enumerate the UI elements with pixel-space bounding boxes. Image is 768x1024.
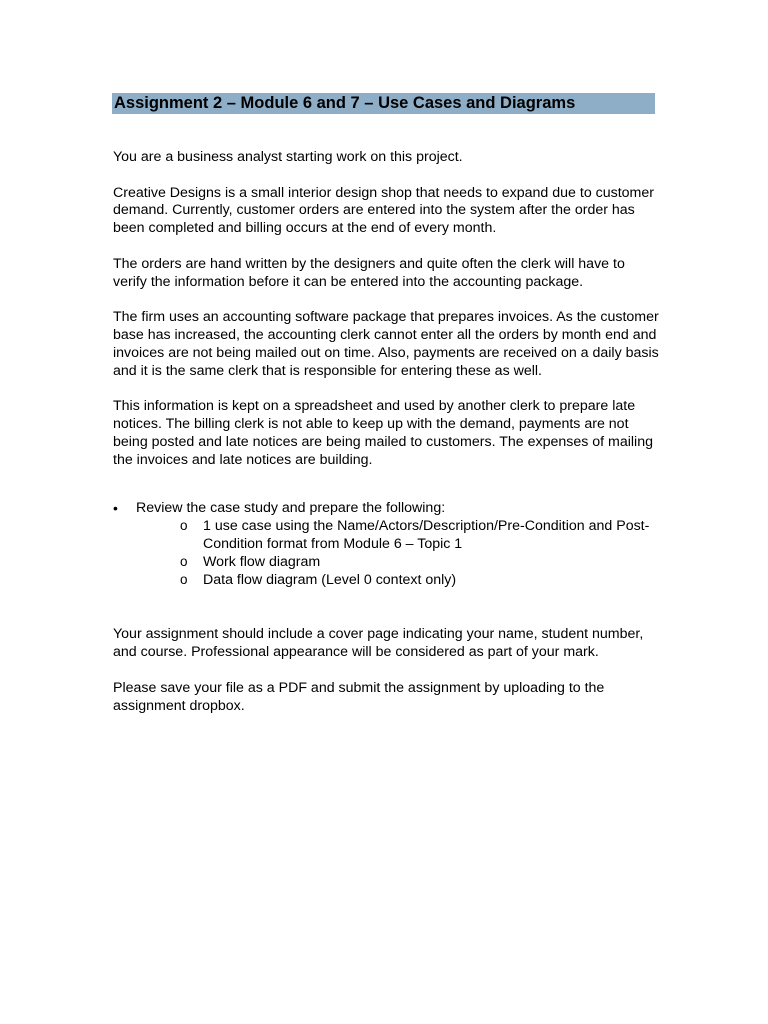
paragraph: Your assignment should include a cover page indicating your name, student number, and course. Professional appearance will be considered as part of your mark. <box>113 626 644 661</box>
sub-list-item-text: Work flow diagram <box>203 553 321 570</box>
sub-bullet-marker: o <box>180 518 188 534</box>
paragraph: Please save your file as a PDF and submit the assignment by uploading to the assignment dropbox. <box>113 679 605 714</box>
task-list <box>113 500 661 589</box>
deliverables-list <box>136 518 661 589</box>
sub-bullet-marker: o <box>180 553 188 569</box>
sub-list-item <box>180 554 661 572</box>
paragraph: The firm uses an accounting software package that prepares invoices. As the customer base has increased, the accounting clerk cannot enter all the orders by month end and invoices are not being mailed out on time. Also, payments are received on a daily basis and it is the same clerk that is responsible for entering these as well. <box>113 309 659 379</box>
paragraph: Creative Designs is a small interior design shop that needs to expand due to customer demand. Currently, customer orders are entered into the system after the order has been completed and billing occurs at the end of every month. <box>113 184 654 237</box>
spacer <box>113 589 661 626</box>
list-item <box>113 500 661 589</box>
list-item-text: Review the case study and prepare the following: <box>136 500 446 517</box>
sub-list-item-text: 1 use case using the Name/Actors/Description/Pre-Condition and Post-Condition format from Module 6 – Topic 1 <box>203 518 650 552</box>
paragraph: You are a business analyst starting work on this project. <box>113 149 463 165</box>
sub-list-item-text: Data flow diagram (Level 0 context only) <box>203 571 457 588</box>
sub-bullet-marker: o <box>180 571 188 587</box>
document-title: Assignment 2 – Module 6 and 7 – Use Cases and Diagrams <box>114 94 576 112</box>
paragraph: This information is kept on a spreadsheet and used by another clerk to prepare late notices. The billing clerk is not able to keep up with the demand, payments are not being posted and late notices are being mailed to customers. The expenses of mailing the invoices and late notices are building. <box>113 398 653 468</box>
sub-list-item <box>180 518 661 554</box>
paragraph: The orders are hand written by the designers and quite often the clerk will have to verify the information before it can be entered into the accounting package. <box>113 255 625 290</box>
bullet-marker: • <box>113 500 118 517</box>
document-body <box>113 149 661 733</box>
sub-list-item <box>180 572 661 590</box>
